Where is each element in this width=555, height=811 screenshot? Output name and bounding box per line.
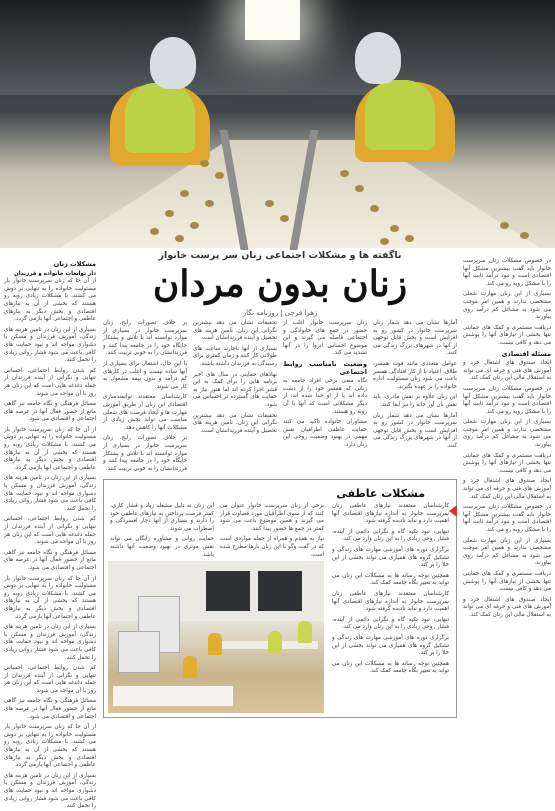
worker-figure — [268, 631, 282, 653]
worker-left — [105, 35, 215, 165]
paragraph: در خصوص مشکلات زنان سرپرست خانوار باید گفت بیشترین مشکل آنها اقتصادی است و نبود درآمد ثابت آنها را با مشکل روبه رو می کند. — [463, 258, 551, 287]
paragraph: نیاز به همدم و همراه از جمله مواردی است که در گفت وگو با این زنان بارها مطرح شده است. — [220, 536, 324, 558]
section-arrow-icon — [449, 505, 457, 517]
sidebar-paragraph: کم شدن روابط اجتماعی، احساس تنهایی و نگرانی از آینده فرزندان از جمله دغدغه هایی است که این زنان هر روز با آن مواجه می شوند. — [4, 367, 96, 397]
paragraph: با این حال، اشتغال برای بسیاری از آنها ساده نیست و اغلب در کارهای کم درآمد و بدون بیمه مشغول به کار می شوند. — [103, 360, 187, 390]
article-byline: زهرا فرجی | روزنامه نگار — [242, 309, 318, 317]
paragraph: حمایت روانی و مشاوره رایگان می تواند نقش موثری در بهبود وضعیت آنها داشته باشد. — [110, 536, 214, 558]
paragraph: ایجاد صندوق های اشتغال خرد و آموزش های فنی و حرفه ای می تواند به استقلال مالی این زنان کمک کند. — [463, 596, 551, 618]
paragraph: تنهایی، نبود تکیه گاه و نگرانی دائمی از آینده، فشار روحی زیادی را به این زنان وارد می کند. — [332, 528, 449, 543]
paragraph: بسیاری از این زنان مهارت شغلی مشخصی ندارند و همین امر موجب می شود به مشاغل کم درآمد روی بیاورند. — [463, 419, 551, 449]
workshop-photo — [108, 561, 324, 713]
sidebar-paragraph: از آن جا که زنان سرپرست خانوار بار مسئولیت خانواده را به تنهایی بر دوش می کشند، با مشکلات زیادی روبه رو هستند که بخشی از آن به نیازهای اقتصادی و بخش دیگر به نیازهای عاطفی و اجتماعی آنها بازمی گردد. — [4, 426, 96, 471]
paragraph: زنان سرپرست خانوار اغلب از حضور در جمع های خانوادگی و اجتماعی فاصله می گیرند و این موضوع احساس انزوا را در آنها تشدید می کند. — [283, 320, 367, 357]
paragraph: نهادهای حمایتی در سال های اخیر برنامه هایی را برای کمک به این قشر اجرا کرده اند اما هنوز نیاز به حمایت های گسترده تر احساس می شود. — [193, 371, 277, 408]
sidebar-paragraph: کم شدن روابط اجتماعی، احساس تنهایی و نگرانی از آینده فرزندان از جمله دغدغه هایی است که این زنان هر روز با آن مواجه می شوند. — [4, 665, 96, 694]
paragraph: کارشناسان معتقدند نیازهای عاطفی زنان سرپرست خانوار به اندازه نیازهای اقتصادی آنها اهمیت دارد و نباید نادیده گرفته شود. — [332, 590, 449, 613]
text-column-5 — [463, 258, 551, 718]
paragraph: در خصوص مشکلات زنان سرپرست خانوار باید گفت بیشترین مشکل آنها اقتصادی است و نبود درآمد ثابت آنها را با مشکل روبه رو می کند. — [463, 385, 551, 415]
paragraph: در خصوص مشکلات زنان سرپرست خانوار باید گفت بیشترین مشکل آنها اقتصادی است و نبود درآمد ثابت آنها را با مشکل روبه رو می کند. — [463, 504, 551, 533]
ceiling-light — [245, 0, 300, 40]
paragraph: برگزاری دوره های آموزشی مهارت های زندگی و تشکیل گروه های همیاری می تواند بخشی از این خلأ را پر کند. — [332, 546, 449, 569]
paragraph: مشاوران خانواده تاکید می کنند حمایت عاطفی اطرافیان نقش مهمی در بهبود وضعیت روحی این زنان دارد. — [283, 419, 367, 448]
window — [258, 571, 302, 611]
sidebar-paragraph: از آن جا که زنان سرپرست خانوار بار مسئولیت خانواده را به تنهایی بر دوش می کشند، با مشکلات زیادی روبه رو هستند که بخشی از آن به نیازهای اقتصادی و بخش دیگر به نیازهای عاطفی و اجتماعی آنها بازمی گردد. — [4, 724, 96, 769]
sidebar-column — [4, 258, 96, 810]
window — [206, 571, 250, 611]
work-table — [113, 686, 233, 706]
text-column-3 — [283, 320, 367, 475]
paragraph: نگاه منفی برخی افراد جامعه به زنانی که همسر خود را از دست داده اند یا از او جدا شده اند، از دیگر مشکلاتی است که آنها با آن روبه رو هستند. — [283, 378, 367, 415]
box-text-right — [332, 503, 449, 713]
paragraph: تحقیقات نشان می دهد بیشترین نگرانی این زنان، تامین هزینه های تحصیل و آینده فرزندانشان است. — [193, 412, 277, 434]
sidebar-subheading: دار توابعات خانواده و فرزندان — [14, 270, 96, 277]
paragraph: بسیاری از این زنان مهارت شغلی مشخصی ندارند و همین امر موجب می شود به مشاغل کم درآمد روی بیاورند. — [463, 291, 551, 321]
machine — [118, 631, 160, 673]
paragraph: تحقیقات نشان می دهد بیشترین نگرانی این زنان، تامین هزینه های تحصیل و آینده فرزندانشان است. — [193, 320, 277, 342]
hero-photo — [0, 0, 555, 248]
text-column-4 — [373, 320, 457, 475]
paragraph: دریافت مستمری و کمک های حمایتی تنها بخشی از نیازهای آنها را پوشش می دهد و کافی نیست. — [463, 570, 551, 593]
sidebar-paragraph: بسیاری از این زنان در تامین هزینه های زندگی، آموزش فرزندان و مسکن با دشواری مواجه اند و نبود حمایت های کافی باعث می شود فشار روانی زیادی را تحمل کنند. — [4, 772, 96, 810]
sidebar-paragraph: بسیاری از این زنان در تامین هزینه های زندگی، آموزش فرزندان و مسکن با دشواری مواجه اند و نبود حمایت های کافی باعث می شود فشار روانی زیادی را تحمل کنند. — [4, 624, 96, 661]
box-text-middle — [220, 503, 324, 559]
paragraph: همچنین توجه رسانه ها به مشکلات این زنان می تواند به تغییر نگاه جامعه کمک کند. — [332, 660, 449, 675]
paragraph: این زنان علاوه بر نقش مادری، باید نقش نان آور خانه را نیز ایفا کنند. — [373, 394, 457, 408]
paragraph: کارشناسان معتقدند توانمندسازی اقتصادی این زنان از طریق آموزش مهارت ها و ایجاد فرصت های شغلی مناسب می تواند بخش زیادی از مشکلات آنها را کاهش دهد. — [103, 394, 187, 431]
paragraph: برخی از زنان سرپرست خانوار عنوان می کنند که از سوی اطرافیان مورد قضاوت قرار می گیرند و همین موضوع باعث می شود کمتر در جمع ها حضور پیدا کنند. — [220, 503, 324, 532]
worker-figure — [208, 633, 222, 655]
sidebar-paragraph: از آن جا که زنان سرپرست خانوار بار مسئولیت خانواده را به تنهایی بر دوش می کشند، با مشکلات زیادی روبه رو هستند که بخشی از آن به نیازهای اقتصادی و بخش دیگر به نیازهای عاطفی و اجتماعی آنها بازمی گردد. — [4, 278, 96, 323]
sidebar-paragraph: مسائل فرهنگی و نگاه جامعه نیز گاهی مانع از حضور فعال آنها در عرصه های اجتماعی و اقتصادی می شود. — [4, 549, 96, 571]
paragraph: دریافت مستمری و کمک های حمایتی تنها بخشی از نیازهای آنها را پوشش می دهد و کافی نیست. — [463, 452, 551, 474]
text-column-2 — [193, 320, 277, 475]
worker-right — [345, 30, 455, 160]
paragraph: عوامل متعددی مانند فوت همسر، طلاق، اعتیاد یا از کار افتادگی همسر باعث می شود زنان مسئولیت اداره خانواده را بر عهده بگیرند. — [373, 360, 457, 390]
paragraph: این زنان به دلیل مشغله زیاد و فشار کاری، کمتر فرصت پرداختن به نیازهای عاطفی خود را دارند و بسیاری از آنها دچار افسردگی و اضطراب می شوند. — [110, 503, 214, 532]
box-text-left — [110, 503, 214, 559]
section-heading: وضعیت نامناسب روابط اجتماعی — [283, 359, 367, 376]
sidebar-paragraph: بسیاری از این زنان در تامین هزینه های زندگی، آموزش فرزندان و مسکن با دشواری مواجه اند و نبود حمایت های کافی باعث می شود فشار روانی زیادی را تحمل کنند. — [4, 326, 96, 364]
paragraph: بر خلاف تصورات رایج، زنان سرپرست خانوار در بسیاری از موارد توانسته اند با تلاش و پشتکار جایگاه خود را در جامعه پیدا کنند و فرزندانشان را به خوبی تربیت کنند. — [103, 435, 187, 472]
paragraph: ایجاد صندوق های اشتغال خرد و آموزش های فنی و حرفه ای می تواند به استقلال مالی این زنان کمک کند. — [463, 478, 551, 500]
sidebar-paragraph: مسائل فرهنگی و نگاه جامعه نیز گاهی مانع از حضور فعال آنها در عرصه های اجتماعی و اقتصادی می شود. — [4, 401, 96, 423]
article-headline: زنان بدون مردان — [152, 263, 408, 305]
text-column-1 — [103, 320, 187, 475]
section-heading: مسئله اقتصادی — [501, 349, 551, 358]
worker-figure — [183, 656, 197, 678]
paragraph: همچنین توجه رسانه ها به مشکلات این زنان می تواند به تغییر نگاه جامعه کمک کند. — [332, 572, 449, 587]
article-subtitle: ناگفته ها و مشکلات اجتماعی زنان سر پرست خانوار — [158, 250, 402, 261]
paragraph: برگزاری دوره های آموزشی مهارت های زندگی و تشکیل گروه های همیاری می تواند بخشی از این خلأ را پر کند. — [332, 634, 449, 657]
paragraph: ایجاد صندوق های اشتغال خرد و آموزش های فنی و حرفه ای می تواند به استقلال مالی این زنان کمک کند. — [463, 360, 551, 382]
paragraph: بسیاری از آنها ناچارند ساعت های طولانی کار کنند و زمان کمتری برای رسیدگی به فرزندان داشته باشند. — [193, 345, 277, 367]
box-title: مشکلات عاطفی — [336, 487, 425, 500]
worker-figure — [298, 621, 312, 643]
sidebar-paragraph: از آن جا که زنان سرپرست خانوار بار مسئولیت خانواده را به تنهایی بر دوش می کشند، با مشکلات زیادی روبه رو هستند که بخشی از آن به نیازهای اقتصادی و بخش دیگر به نیازهای عاطفی و اجتماعی آنها بازمی گردد. — [4, 575, 96, 620]
paragraph: دریافت مستمری و کمک های حمایتی تنها بخشی از نیازهای آنها را پوشش می دهد و کافی نیست. — [463, 324, 551, 346]
paragraph: بسیاری از این زنان مهارت شغلی مشخصی ندارند و همین امر موجب می شود به مشاغل کم درآمد روی بیاورند. — [463, 537, 551, 567]
paragraph: آمارها نشان می دهد شمار زنان سرپرست خانوار در کشور رو به افزایش است و بخش قابل توجهی از آنها در شهرهای بزرگ زندگی می کنند. — [373, 412, 457, 449]
paragraph: تنهایی، نبود تکیه گاه و نگرانی دائمی از آینده، فشار روحی زیادی را به این زنان وارد می کند. — [332, 616, 449, 631]
paragraph: آمارها نشان می دهد شمار زنان سرپرست خانوار در کشور رو به افزایش است و بخش قابل توجهی از آنها در شهرهای بزرگ زندگی می کنند. — [373, 320, 457, 357]
sidebar-heading: مشکلات زنان — [53, 260, 96, 268]
sidebar-paragraph: کم شدن روابط اجتماعی، احساس تنهایی و نگرانی از آینده فرزندان از جمله دغدغه هایی است که این زنان هر روز با آن مواجه می شوند. — [4, 516, 96, 546]
sidebar-paragraph: مسائل فرهنگی و نگاه جامعه نیز گاهی مانع از حضور فعال آنها در عرصه های اجتماعی و اقتصادی می شود. — [4, 698, 96, 720]
paragraph: بر خلاف تصورات رایج، زنان سرپرست خانوار در بسیاری از موارد توانسته اند با تلاش و پشتکار جایگاه خود را در جامعه پیدا کنند و فرزندانشان را به خوبی تربیت کنند. — [103, 320, 187, 357]
sidebar-paragraph: بسیاری از این زنان در تامین هزینه های زندگی، آموزش فرزندان و مسکن با دشواری مواجه اند و نبود حمایت های کافی باعث می شود فشار روانی زیادی را تحمل کنند. — [4, 475, 96, 512]
paragraph: کارشناسان معتقدند نیازهای عاطفی زنان سرپرست خانوار به اندازه نیازهای اقتصادی آنها اهمیت دارد و نباید نادیده گرفته شود. — [332, 503, 449, 525]
